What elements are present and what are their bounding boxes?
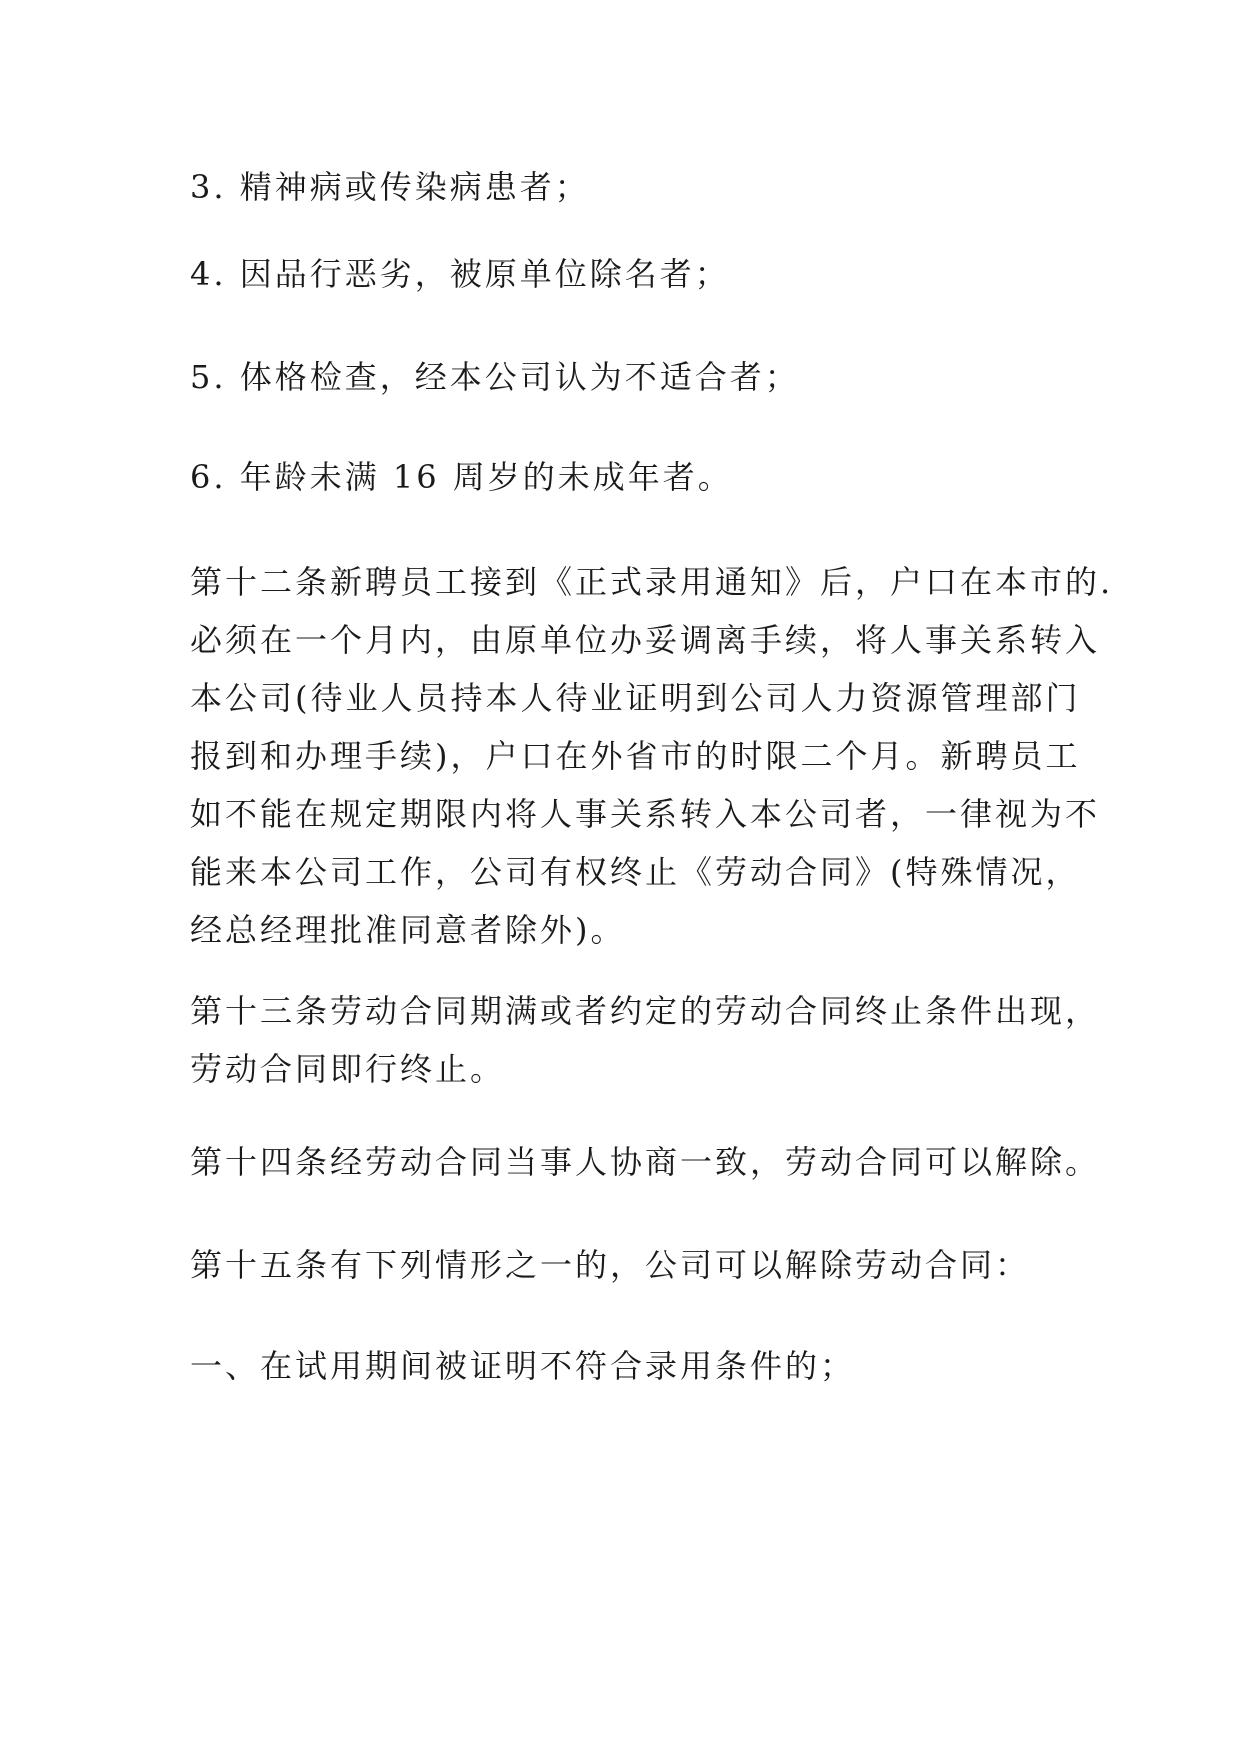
- article-12-paragraph: [190, 553, 1114, 959]
- text-line: 经总经理批准同意者除外)。: [190, 911, 626, 949]
- article-14-paragraph: [190, 1133, 1101, 1191]
- list-item-3: [190, 158, 1070, 216]
- article-15-paragraph: [190, 1236, 1070, 1294]
- list-item-5: [190, 348, 1070, 406]
- text-line: 5. 体格检查，经本公司认为不适合者；: [190, 358, 800, 396]
- text-line: 4. 因品行恶劣，被原单位除名者；: [190, 255, 730, 293]
- text-line: 第十五条有下列情形之一的，公司可以解除劳动合同：: [190, 1246, 1031, 1284]
- text-line: 劳动合同即行终止。: [190, 1050, 506, 1088]
- text-line: 本公司(待业人员持本人待业证明到公司人力资源管理部门: [190, 679, 1081, 717]
- text-line: 第十三条劳动合同期满或者约定的劳动合同终止条件出现，: [190, 992, 1101, 1030]
- list-item-6: [190, 448, 1070, 506]
- text-line: 一、在试用期间被证明不符合录用条件的；: [190, 1347, 856, 1385]
- article-13-paragraph: [190, 982, 1101, 1098]
- text-line: 必须在一个月内，由原单位办妥调离手续，将人事关系转入: [190, 621, 1101, 659]
- text-line: 能来本公司工作，公司有权终止《劳动合同》(特殊情况，: [190, 853, 1081, 891]
- text-line: 第十二条新聘员工接到《正式录用通知》后，户口在本市的.: [190, 563, 1114, 601]
- clause-1-paragraph: [190, 1337, 1070, 1395]
- text-line: 第十四条经劳动合同当事人协商一致，劳动合同可以解除。: [190, 1143, 1101, 1181]
- text-line: 6. 年龄未满 16 周岁的未成年者。: [190, 458, 733, 496]
- text-line: 如不能在规定期限内将人事关系转入本公司者，一律视为不: [190, 795, 1101, 833]
- text-line: 报到和办理手续)，户口在外省市的时限二个月。新聘员工: [190, 737, 1081, 775]
- text-line: 3. 精神病或传染病患者；: [190, 168, 590, 206]
- list-item-4: [190, 245, 1070, 303]
